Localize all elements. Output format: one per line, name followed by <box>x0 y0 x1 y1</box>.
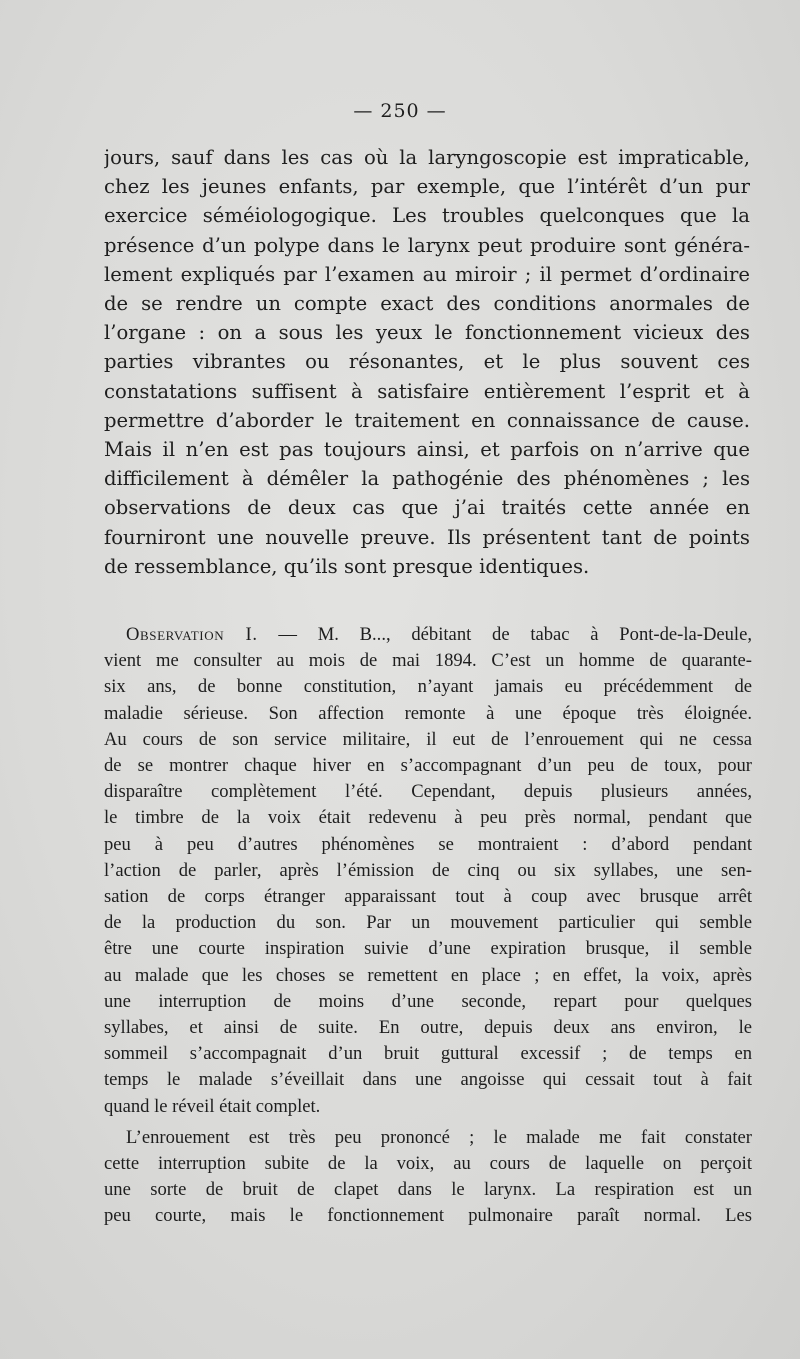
text-line: six ans, de bonne constitution, n’ayant jamais eu précédemment de <box>104 676 752 698</box>
text-line: difficilement à démêler la pathogénie des phénomènes ; les <box>104 467 750 491</box>
text-line: lement expliqués par l’examen au miroir ; il permet d’ordinaire <box>104 262 750 286</box>
text-line: peu courte, mais le fonctionnement pulmonaire paraît normal. Les <box>104 1205 752 1227</box>
text-line: syllabes, et ainsi de suite. En outre, depuis deux ans environ, le <box>104 1017 752 1039</box>
page-number: — 250 — <box>353 100 447 122</box>
text-line: observations de deux cas que j’ai traités cette année en <box>104 496 750 520</box>
text-line: l’action de parler, après l’émission de cinq ou six syllabes, une sen- <box>104 859 752 881</box>
text-line: sommeil s’accompagnait d’un bruit guttural excessif ; de temps en <box>104 1043 752 1065</box>
text-line: constatations suffisent à satisfaire entièrement l’esprit et à <box>104 379 750 403</box>
text-line: cette interruption subite de la voix, au cours de laquelle on perçoit <box>104 1153 752 1175</box>
text-line: parties vibrantes ou résonantes, et le plus souvent ces <box>104 350 750 374</box>
text-line: de la production du son. Par un mouvement particulier qui semble <box>104 912 752 934</box>
text-line: au malade que les choses se remettent en place ; en effet, la voix, après <box>104 964 752 986</box>
observation-heading: Observation I. <box>126 624 258 645</box>
text-line: peu à peu d’autres phénomènes se montraient : d’abord pendant <box>104 833 752 855</box>
text-line: chez les jeunes enfants, par exemple, que l’intérêt d’un pur <box>104 175 750 199</box>
text-line: fourniront une nouvelle preuve. Ils présentent tant de points <box>104 525 750 549</box>
observation-first-line <box>104 622 752 648</box>
observation-section <box>104 622 752 1230</box>
text-line: maladie sérieuse. Son affection remonte à une époque très éloignée. <box>104 702 752 724</box>
text-line: temps le malade s’éveillait dans une angoisse qui cessait tout à fait <box>104 1069 752 1091</box>
text-line: disparaître complètement l’été. Cependant, depuis plusieurs années, <box>104 781 752 803</box>
text-line: jours, sauf dans les cas où la laryngoscopie est impraticable, <box>104 146 750 169</box>
text-line: de se rendre un compte exact des conditions anormales de <box>104 292 750 316</box>
text-line: l’organe : on a sous les yeux le fonctionnement vicieux des <box>104 321 750 345</box>
text-line: une interruption de moins d’une seconde, repart pour quelques <box>104 990 752 1012</box>
text-line: présence d’un polype dans le larynx peut produire sont généra- <box>104 233 750 257</box>
text-line: Au cours de son service militaire, il eut de l’enrouement qui ne cessa <box>104 728 752 750</box>
text-line: permettre d’aborder le traitement en connaissance de cause. <box>104 408 750 432</box>
text-line: de ressemblance, qu’ils sont presque identiques. <box>104 554 590 578</box>
text-line: une sorte de bruit de clapet dans le larynx. La respiration est un <box>104 1179 752 1201</box>
text-line: L’enrouement est très peu prononcé ; le malade me fait constater <box>126 1126 752 1148</box>
paragraph-continuation <box>104 143 750 581</box>
text-line: être une courte inspiration suivie d’une expiration brusque, il semble <box>104 938 752 960</box>
text-line: exercice séméiologogique. Les troubles quelconques que la <box>104 204 750 228</box>
text-line: sation de corps étranger apparaissant tout à coup avec brusque arrêt <box>104 886 752 908</box>
text-line: Mais il n’en est pas toujours ainsi, et parfois on n’arrive que <box>104 438 750 462</box>
text-line: vient me consulter au mois de mai 1894. C’est un homme de quarante- <box>104 650 752 672</box>
text-line: le timbre de la voix était redevenu à peu près normal, pendant que <box>104 807 752 829</box>
text-line: de se montrer chaque hiver en s’accompagnant d’un peu de toux, pour <box>104 755 752 777</box>
text-line: quand le réveil était complet. <box>104 1095 321 1117</box>
text-segment: — M. B..., débitant de tabac à Pont-de-la-Deule, <box>257 624 752 645</box>
